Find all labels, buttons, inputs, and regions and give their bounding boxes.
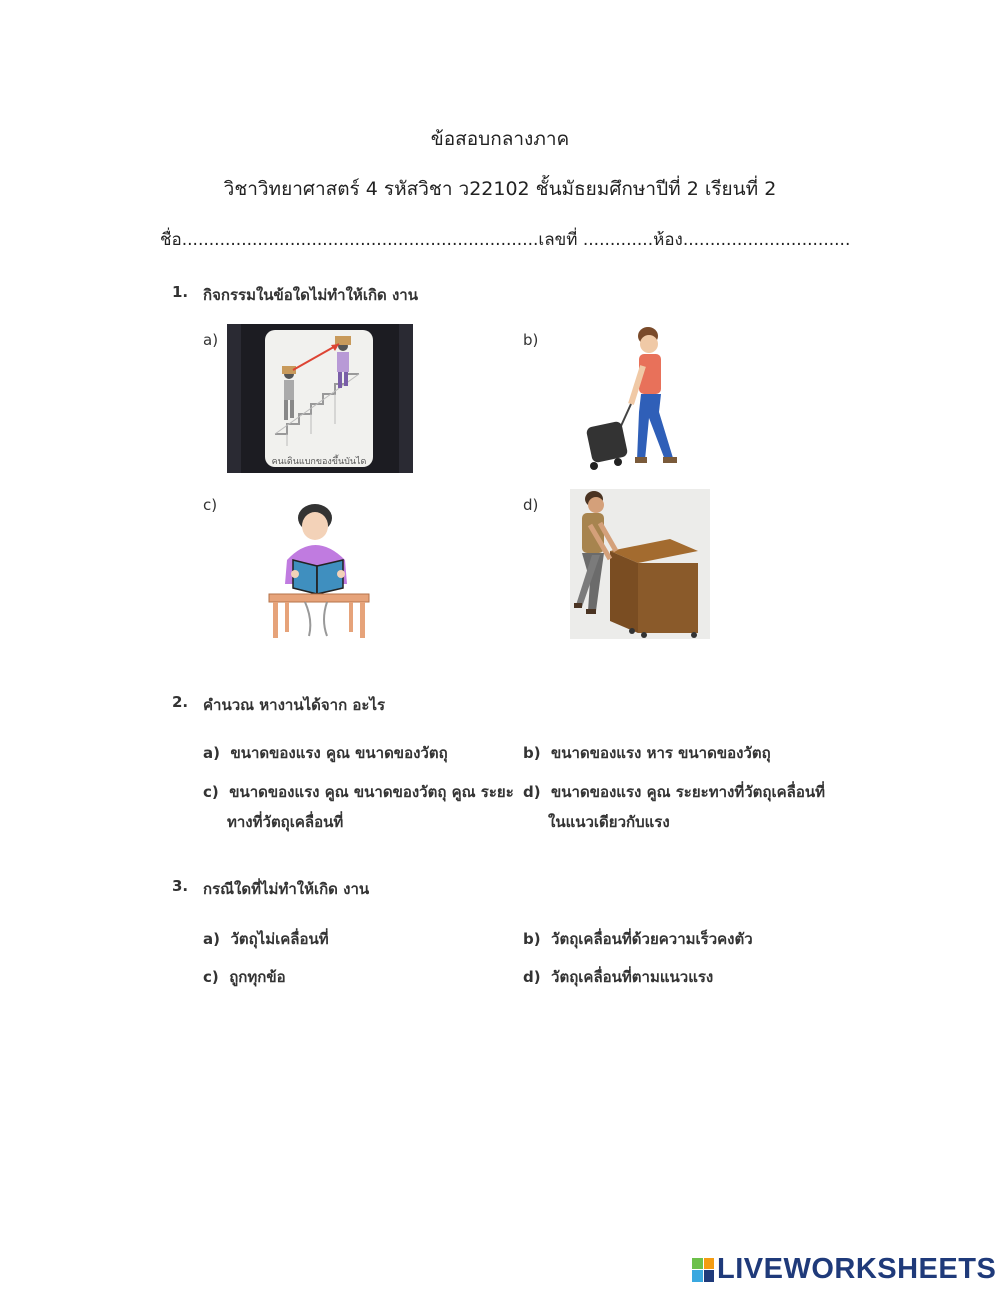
q3-option-c-letter: c) — [203, 968, 219, 986]
q2-option-c-line2: ทางที่วัตถุเคลื่อนที่ — [227, 813, 344, 831]
liveworksheets-logo-text: LIVEWORKSHEETS — [717, 1253, 997, 1285]
q1-option-b-letter[interactable]: b) — [523, 331, 539, 349]
question-3-number: 3. — [172, 877, 189, 895]
q3-option-d-letter: d) — [523, 968, 541, 986]
q2-option-d[interactable] — [523, 780, 825, 804]
q2-option-b-letter: b) — [523, 744, 541, 762]
q3-option-a-text: วัตถุไม่เคลื่อนที่ — [230, 930, 329, 948]
student-info-line: ชื่อ..................................................................เลขที่ .............ห้อง............................... — [160, 230, 851, 250]
q3-option-c[interactable] — [203, 965, 286, 989]
question-1-number: 1. — [172, 283, 189, 301]
q1-image-d-pushing[interactable] — [570, 489, 710, 639]
q2-option-c[interactable] — [203, 780, 514, 804]
q3-option-b[interactable] — [523, 927, 753, 951]
q2-option-d-letter: d) — [523, 783, 541, 801]
q1-image-a-caption: คนเดินแบกของขึ้นบันได — [271, 457, 367, 467]
q3-option-b-text: วัตถุเคลื่อนที่ด้วยความเร็วคงตัว — [551, 930, 753, 948]
q2-option-d-line2: ในแนวเดียวกับแรง — [548, 813, 670, 831]
q2-option-a[interactable] — [203, 741, 448, 765]
q2-option-c-letter: c) — [203, 783, 219, 801]
q1-image-c-reading[interactable] — [265, 500, 373, 640]
q1-option-d-letter[interactable]: d) — [523, 496, 539, 514]
q1-image-a-stairs[interactable] — [227, 324, 413, 473]
q2-option-a-text: ขนาดของแรง คูณ ขนาดของวัตถุ — [230, 744, 448, 762]
liveworksheets-logo-icon — [692, 1258, 714, 1282]
q2-option-b[interactable] — [523, 741, 771, 765]
q2-option-a-letter: a) — [203, 744, 220, 762]
q3-option-d[interactable] — [523, 965, 713, 989]
q3-option-a-letter: a) — [203, 930, 220, 948]
q3-option-a[interactable] — [203, 927, 329, 951]
exam-subtitle: วิชาวิทยาศาสตร์ 4 รหัสวิชา ว22102 ชั้นมัธยมศึกษาปีที่ 2 เรียนที่ 2 — [223, 178, 777, 200]
question-2-text: คำนวณ หางานได้จาก อะไร — [203, 696, 386, 714]
q2-option-b-text: ขนาดของแรง หาร ขนาดของวัตถุ — [551, 744, 771, 762]
exam-title: ข้อสอบกลางภาค — [430, 128, 570, 150]
q1-option-c-letter[interactable]: c) — [203, 496, 218, 514]
q1-option-a-letter[interactable]: a) — [203, 331, 219, 349]
q2-option-d-line1: ขนาดของแรง คูณ ระยะทางที่วัตถุเคลื่อนที่ — [551, 783, 825, 801]
q2-option-c-line1: ขนาดของแรง คูณ ขนาดของวัตถุ คูณ ระยะ — [229, 783, 514, 801]
q3-option-c-text: ถูกทุกข้อ — [229, 968, 286, 986]
question-2-number: 2. — [172, 693, 189, 711]
question-3-text: กรณีใดที่ไม่ทำให้เกิด งาน — [203, 880, 370, 898]
q1-image-b-suitcase[interactable] — [585, 322, 695, 472]
question-1-text: กิจกรรมในข้อใดไม่ทำให้เกิด งาน — [203, 286, 418, 304]
q3-option-b-letter: b) — [523, 930, 541, 948]
q3-option-d-text: วัตถุเคลื่อนที่ตามแนวแรง — [551, 968, 714, 986]
liveworksheets-logo[interactable] — [692, 1253, 996, 1286]
